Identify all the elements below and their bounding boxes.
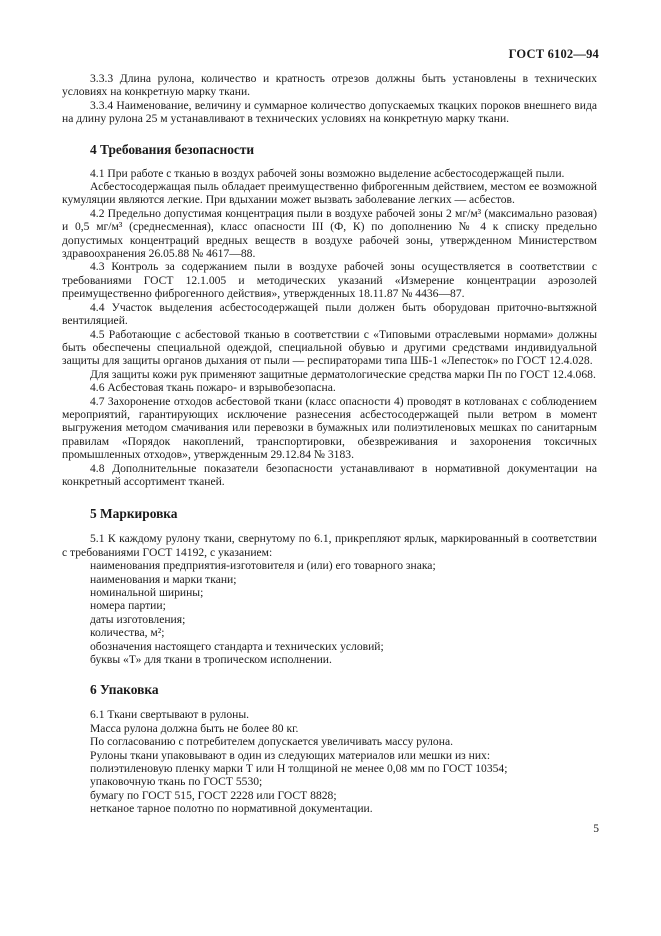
marking-list-item: наименования и марки ткани; bbox=[90, 572, 237, 586]
marking-list-item: номинальной ширины; bbox=[90, 586, 204, 599]
paragraph-4-1-cont: Асбестосодержащая пыль обладает преимущественно фиброгенным действием, местом ее возможной кумуляции являются легкие. При вдыхании может вызвать заболевание легких — асбестов. bbox=[62, 180, 597, 207]
paragraph-4-8: 4.8 Дополнительные показатели безопасности устанавливают в нормативной документации на конкретный ассортимент тканей. bbox=[62, 461, 597, 488]
packaging-line: упаковочную ткань по ГОСТ 5530; bbox=[90, 775, 263, 789]
page-body bbox=[62, 72, 597, 816]
packaging-line: нетканое тарное полотно по нормативной документации. bbox=[90, 802, 373, 816]
page-number: 5 bbox=[593, 823, 599, 835]
packaging-line: Рулоны ткани упаковывают в один из следующих материалов или мешки из них: bbox=[90, 748, 491, 762]
paragraph-3-3-4: 3.3.4 Наименование, величину и суммарное количество допускаемых ткацких пороков внешнего вида на длину рулона 25 м устанавливают в технических условиях на конкретную марку ткани. bbox=[62, 98, 597, 126]
packaging-line: По согласованию с потребителем допускается увеличивать массу рулона. bbox=[90, 735, 453, 749]
paragraph-4-6: 4.6 Асбестовая ткань пожаро- и взрывобезопасна. bbox=[90, 381, 336, 395]
marking-list-item: буквы «Т» для ткани в тропическом исполнении. bbox=[90, 653, 332, 667]
paragraph-4-4: 4.4 Участок выделения асбестосодержащей пыли должен быть оборудован приточно-вытяжной вентиляцией. bbox=[62, 300, 597, 328]
paragraph-5-1: 5.1 К каждому рулону ткани, свернутому по 6.1, прикрепляют ярлык, маркированный в соответствии с требованиями ГОСТ 14192, с указанием: bbox=[62, 532, 597, 559]
packaging-line: полиэтиленовую пленку марки Т или Н толщиной не менее 0,08 мм по ГОСТ 10354; bbox=[90, 762, 508, 776]
paragraph-4-3: 4.3 Контроль за содержанием пыли в воздухе рабочей зоны осуществляется в соответствии с требованиями ГОСТ 12.1.005 и методических указаний «Измерение концентрации аэрозолей преимущественно фиброгенного действия», утвержденных 18.11.87 № 4436—87. bbox=[62, 260, 597, 301]
marking-list-item: обозначения настоящего стандарта и технических условий; bbox=[90, 639, 384, 653]
paragraph-4-1: 4.1 При работе с тканью в воздух рабочей зоны возможно выделение асбестосодержащей пыли. bbox=[90, 166, 565, 180]
marking-list-item: номера партии; bbox=[90, 599, 166, 613]
packaging-line: бумагу по ГОСТ 515, ГОСТ 2228 или ГОСТ 8828; bbox=[90, 788, 337, 802]
paragraph-3-3-3: 3.3.3 Длина рулона, количество и кратность отрезов должны быть установлены в технических условиях на конкретную марку ткани. bbox=[62, 72, 597, 99]
paragraph-4-2: 4.2 Предельно допустимая концентрация пыли в воздухе рабочей зоны 2 мг/м³ (максимально разовая) и 0,5 мг/м³ (среднесменная), класс опасности III (Ф, К) по дополнению № 4 к списку предельно допустимых концентраций вредных веществ в воздухе рабочей зоны, утвержденном Министерством здравоохранения 26.05.88 № 4617—88. bbox=[62, 206, 597, 261]
paragraph-4-5: 4.5 Работающие с асбестовой тканью в соответствии с «Типовыми отраслевыми нормами» должны быть обеспечены специальной одеждой, специальной обувью и другими средствами индивидуальной защиты для защиты органов дыхания от пыли — респираторами типа ШБ-1 «Лепесток» по ГОСТ 12.4.028. bbox=[62, 327, 597, 368]
section-5-heading: 5 Маркировка bbox=[90, 506, 178, 522]
section-6-heading: 6 Упаковка bbox=[90, 682, 159, 698]
paragraph-4-5-cont: Для защиты кожи рук применяют защитные дерматологические средства марки Пн по ГОСТ 12.4.068. bbox=[90, 367, 596, 381]
packaging-line: Масса рулона должна быть не более 80 кг. bbox=[90, 721, 299, 735]
paragraph-4-7: 4.7 Захоронение отходов асбестовой ткани (класс опасности 4) проводят в котлованах с соблюдением мероприятий, гарантирующих исключение разнесения асбестосодержащей пыли ветром в момент выгружения методом смачивания или перевозки в бумажных или полиэтиленовых мешках по санитарным правилам «Порядок накоплений, транспортировки, обезвреживания и захоронения токсичных промышленных отходов», утвержденным 29.12.84 № 3183. bbox=[62, 394, 597, 462]
document-header: ГОСТ 6102—94 bbox=[508, 47, 599, 61]
packaging-line: 6.1 Ткани свертывают в рулоны. bbox=[90, 708, 250, 722]
marking-list-item: наименования предприятия-изготовителя и (или) его товарного знака; bbox=[90, 559, 436, 573]
marking-list-item: даты изготовления; bbox=[90, 612, 186, 626]
marking-list-item: количества, м²; bbox=[90, 626, 165, 640]
section-4-heading: 4 Требования безопасности bbox=[90, 141, 255, 157]
